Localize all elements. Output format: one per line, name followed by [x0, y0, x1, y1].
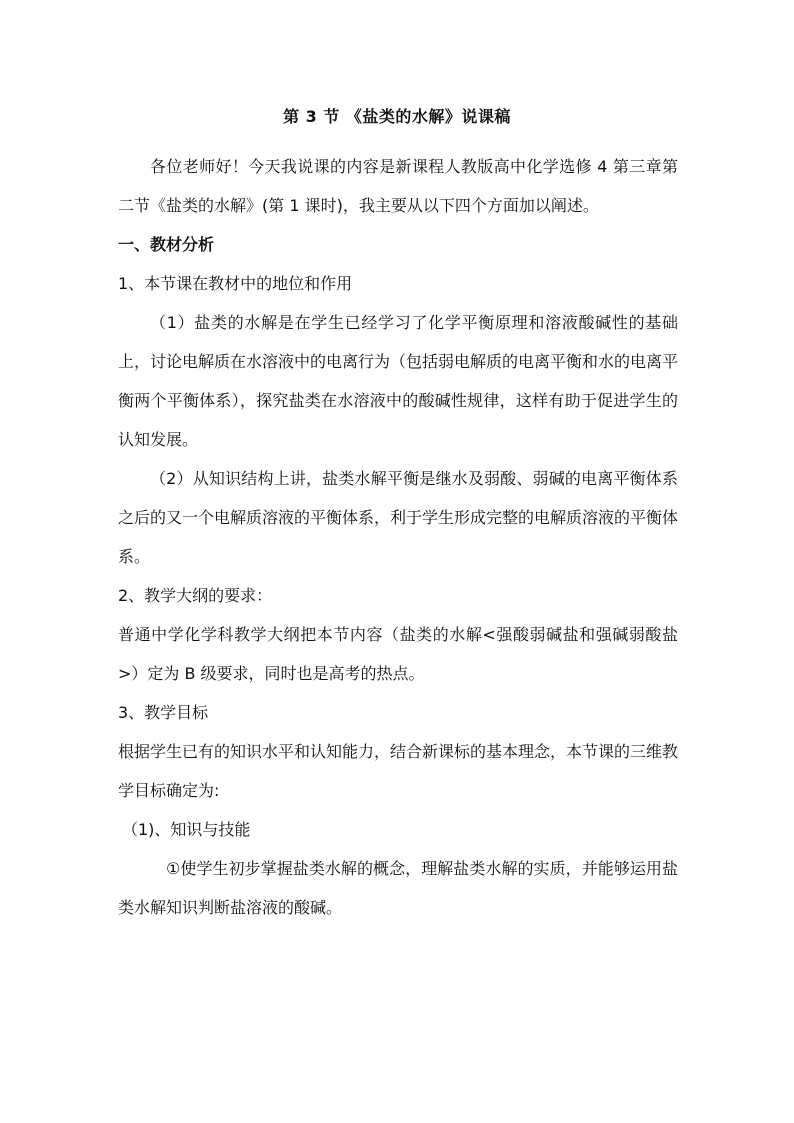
document-body [118, 147, 678, 927]
paragraph-role-2: （2）从知识结构上讲，盐类水解平衡是继水及弱酸、弱碱的电离平衡体系之后的又一个电解质溶液的平衡体系，利于学生形成完整的电解质溶液的平衡体系。 [118, 469, 679, 566]
subheading-teaching-objectives: 3、教学目标 [118, 703, 209, 722]
paragraph-syllabus: 普通中学化学科教学大纲把本节内容（盐类的水解<强酸弱碱盐和强碱弱酸盐>）定为 B 级要求，同时也是高考的热点。 [118, 625, 678, 683]
subheading-knowledge-skills: （1)、知识与技能 [122, 820, 251, 839]
paragraph-role-1: （1）盐类的水解是在学生已经学习了化学平衡原理和溶液酸碱性的基础上，讨论电解质在水溶液中的电离行为（包括弱电解质的电离平衡和水的电离平衡两个平衡体系），探究盐类在水溶液中的酸碱性规律，这样有助于促进学生的认知发展。 [118, 313, 679, 449]
subheading-syllabus-requirements: 2、教学大纲的要求： [118, 586, 273, 605]
page-title: 第 3 节 《盐类的水解》说课稿 [283, 107, 511, 126]
intro-paragraph: 各位老师好！今天我说课的内容是新课程人教版高中化学选修 4 第三章第二节《盐类的水解》(第 1 课时)，我主要从以下四个方面加以阐述。 [118, 157, 678, 215]
section-heading-textbook-analysis: 一、教材分析 [118, 235, 215, 254]
paragraph-objective-1: ①使学生初步掌握盐类水解的概念，理解盐类水解的实质，并能够运用盐类水解知识判断盐溶液的酸碱。 [118, 859, 678, 917]
paragraph-objectives-intro: 根据学生已有的知识水平和认知能力，结合新课标的基本理念，本节课的三维教学目标确定为: [118, 742, 679, 800]
subheading-position-and-role: 1、本节课在教材中的地位和作用 [118, 274, 353, 293]
